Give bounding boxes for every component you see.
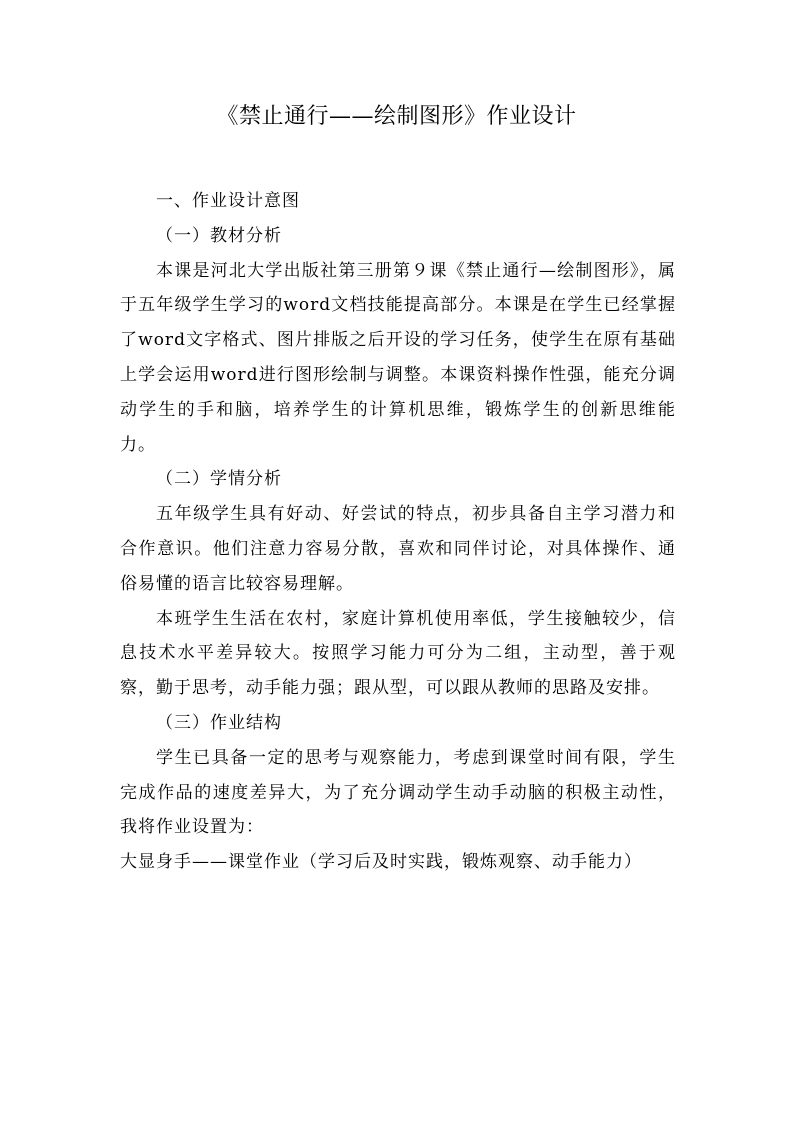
subsection-heading-homework-structure: （三）作业结构 [156,712,282,733]
paragraph-homework-structure: 学生已具备一定的思考与观察能力，考虑到课堂时间有限，学生完成作品的速度差异大，为了充分调动学生动手动脑的积极主动性，我将作业设置为： [120,747,676,838]
document-title: 《禁止通行——绘制图形》作业设计 [216,104,577,129]
subsection-heading-student-analysis: （二）学情分析 [156,469,282,490]
paragraph-class-situation: 本班学生生活在农村，家庭计算机使用率低，学生接触较少，信息技术水平差异较大。按照学习能力可分为二组，主动型，善于观察，勤于思考，动手能力强；跟从型，可以跟从教师的思路及安排。 [120,608,676,699]
document-body [120,184,676,880]
subsection-heading-textbook-analysis: （一）教材分析 [156,225,282,246]
paragraph-textbook-analysis: 本课是河北大学出版社第三册第９课《禁止通行—绘制图形》，属于五年级学生学习的word文档技能提高部分。本课是在学生已经掌握了word文字格式、图片排版之后开设的学习任务，使学生在原有基础上学会运用word进行图形绘制与调整。本课资料操作性强，能充分调动学生的手和脑，培养学生的计算机思维，锻炼学生的创新思维能力。 [120,260,676,455]
paragraph-classroom-homework: 大显身手——课堂作业（学习后及时实践，锻炼观察、动手能力） [120,852,642,873]
paragraph-student-traits: 五年级学生具有好动、好尝试的特点，初步具备自主学习潜力和合作意识。他们注意力容易分散，喜欢和同伴讨论，对具体操作、通俗易懂的语言比较容易理解。 [120,504,676,594]
section-heading-intent: 一、作业设计意图 [156,191,300,211]
